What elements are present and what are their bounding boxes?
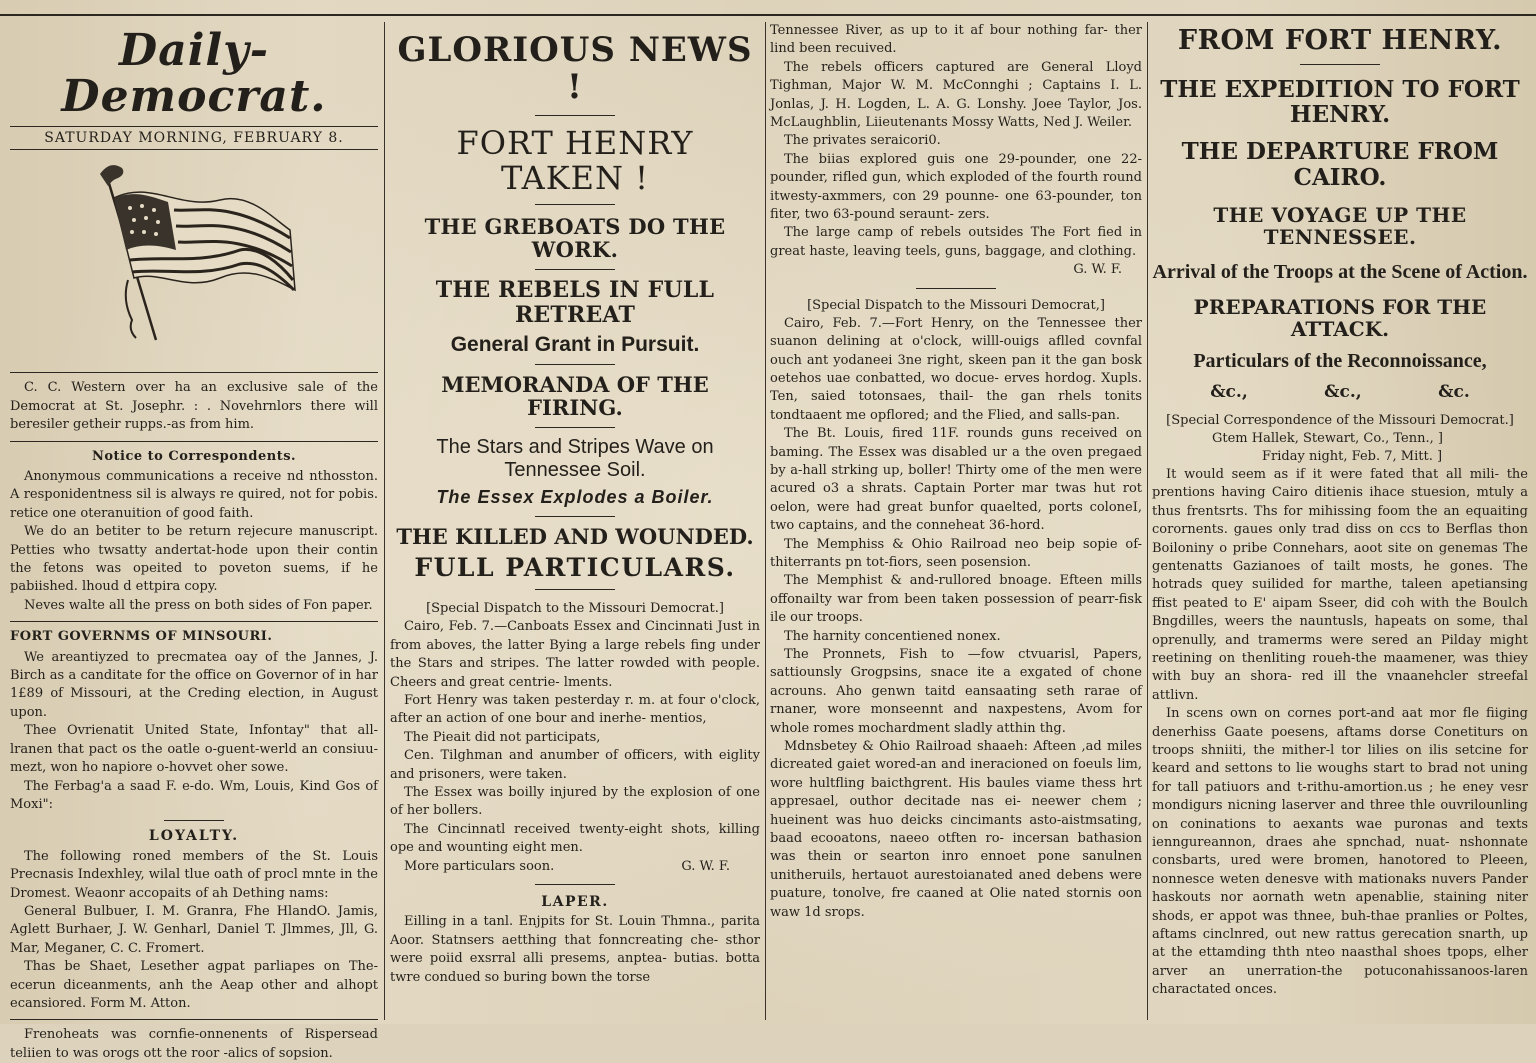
sig-text: More particulars soon. bbox=[404, 858, 555, 874]
headline-full-particulars: FULL PARTICULARS. bbox=[414, 552, 736, 582]
headline-voyage: THE VOYAGE UP THE TENNESSEE. bbox=[1213, 202, 1467, 249]
paragraph: Cairo, Feb. 7.—Canboats Essex and Cincinnati Just in from aboves, the latter Bying a large rebels fing under the Stars and stripes. The latter rowded with people. Cheers and great centrie- lments. bbox=[390, 619, 760, 690]
paragraph: The following roned members of the St. Louis Precnasis Indexhley, wilal tlue oath of procl mnte in the Dromest. Weaonr accopaits of ah Dething nams: bbox=[10, 848, 378, 901]
loyalty-heading: LOYALTY. bbox=[148, 828, 240, 845]
paragraph: The large camp of rebels outsides The Fort fied in great haste, leaving teels, guns, baggage, and clothing. bbox=[770, 225, 1142, 259]
divider bbox=[10, 621, 378, 622]
paragraph: The Memphist & and-rullored bnoage. Efteen mills offonailty war from been taken possession of pearr-fisk ile our troops. bbox=[770, 573, 1142, 626]
etc-line bbox=[1172, 382, 1508, 402]
divider-short bbox=[535, 884, 615, 885]
flag-icon bbox=[90, 160, 300, 360]
divider-short bbox=[164, 820, 224, 821]
headline-arrival: Arrival of the Troops at the Scene of Action. bbox=[1152, 260, 1528, 283]
paragraph: Thee Ovrienatit United State, Infontay" that all- lranen that pact os the oatle o-guent-werld an consiuu- mezt, won ho napiore o-hovvet oher sowe. bbox=[10, 723, 378, 776]
paragraph: The privates seraicori0. bbox=[784, 133, 941, 149]
paragraph: The Cincinnatl received twenty-eight shots, killing ope and wounting eight men. bbox=[390, 821, 760, 856]
etc-item: &c., bbox=[1324, 381, 1362, 402]
correspondence-header bbox=[1152, 412, 1528, 466]
top-rule bbox=[0, 14, 1536, 16]
divider-short bbox=[535, 269, 615, 270]
paragraph: The Ferbag'a a saad F. e-do. Wm, Louis, Kind Gos of Moxi": bbox=[10, 778, 378, 812]
paragraph: Tennessee River, as up to it af bour nothing far- ther lind been recuived. bbox=[770, 23, 1142, 57]
headline-from-fort-henry: FROM FORT HENRY. bbox=[1177, 25, 1503, 56]
fort-governms-heading: FORT GOVERNMS OF MINSOURI. bbox=[10, 629, 273, 645]
headline-rebels-retreat: THE REBELS IN FULL RETREAT bbox=[435, 277, 715, 328]
column-1-body bbox=[10, 379, 378, 1063]
signature-line bbox=[390, 858, 760, 876]
signature: G. W. F. bbox=[681, 858, 730, 874]
paragraph: It would seem as if it were fated that all mili- the prentions having Cairo ditienis ihace stuesion, mtuly a thus frentsrts. Ths for mihissing foom the an equaiting corornents. gaues only trad diss on ccs to Berflas thon Boiloniny o pribe Connehars, aoot site on genemas The gentenatts Gazianoes of tailt mosts, he gones. The hotrads quey suilided for marthe, taleen apetiansing ffist peated to E' aipam Sseer, did coh with the Boulch Bngdilles, weers the nauntusls, hapeats on some, thal oprenully, and tramerms were sered an Pilday might reetining on thenliting roueh-the maamener, was thiey with buy an shora- red ill the vnaanehcler streefal attlivn. bbox=[1152, 466, 1528, 703]
headline-fort-henry-taken: FORT HENRY TAKEN ! bbox=[456, 123, 694, 197]
headline-stars-stripes: The Stars and Stripes Wave on Tennessee Soil. bbox=[436, 436, 714, 481]
corr-line: [Special Correspondence of the Missouri Democrat.] bbox=[1166, 412, 1514, 428]
signature: G. W. F. bbox=[1073, 262, 1122, 278]
column-rule bbox=[765, 22, 766, 1020]
paragraph: The Memphiss & Ohio Railroad neo beip sopie of- thiterrants pn tot-fiors, seen posension. bbox=[770, 536, 1142, 570]
divider-short bbox=[535, 516, 615, 517]
divider-short bbox=[916, 288, 996, 289]
dispatch-line: [Special Dispatch to the Missouri Democrat,] bbox=[807, 297, 1105, 313]
paragraph: The Essex was boilly injured by the explosion of one of her bollers. bbox=[390, 785, 760, 819]
column-4-body bbox=[1152, 466, 1528, 1000]
paragraph: Cairo, Feb. 7.—Fort Henry, on the Tennessee ther suanon delining at o'clock, willl-ouigs aflled covnfal ouch ant yodaneei 3ne right, skeen pan it the gan bosk oetehos uae conbatted, wo docue- erves hordog. Xupls. Ten, saied totonsaes, thail- the gan rhels tonits tondtaaent me opflored; and the Flied, and salls-pan. bbox=[770, 315, 1142, 423]
flag-illustration bbox=[10, 154, 378, 366]
etc-item: &c., bbox=[1210, 381, 1248, 402]
paragraph: We areantiyzed to precmatea oay of the Jannes, J. Birch as a canditate for the office on Governor of in har 1£89 of Missouri, at the Creding election, in August upon. bbox=[10, 649, 378, 720]
masthead: Daily-Democrat. bbox=[61, 25, 327, 123]
paragraph: The rebels officers captured are General Lloyd Tighman, Major W. M. McConnghi ; Captains I. L. Jonlas, J. H. Logden, L. A. G. Lonshy. Joee Taylor, Jos. McLaughblin, Liieutenants Mossy Watts, Ned J. Weiler. bbox=[770, 59, 1142, 131]
column-4 bbox=[1152, 22, 1528, 1018]
divider-short bbox=[1300, 64, 1380, 65]
divider-short bbox=[535, 204, 615, 205]
divider bbox=[10, 1019, 378, 1020]
headline-killed-wounded: THE KILLED AND WOUNDED. bbox=[396, 523, 754, 549]
etc-item: &c. bbox=[1438, 381, 1470, 402]
headline-greboats: THE GREBOATS DO THE WORK. bbox=[424, 214, 726, 263]
column-2-body bbox=[390, 600, 760, 987]
paragraph: General Bulbuer, I. M. Granra, Fhe HlandO. Jamis, Aglett Burhaer, J. W. Genharl, Daniel T. Jlmmes, Jll, G. Mar, Meganer, C. C. Fromert. bbox=[10, 903, 378, 956]
correspondents-heading: Notice to Correspondents. bbox=[91, 448, 297, 464]
paragraph: The Bt. Louis, fired 11F. rounds guns received on baming. The Essex was disabled ur a the oven pregaed by a-hall strking up, boller! Thirty ome of the men were acured o3 a shrats. Captain Porter mar twas hut rot oelon, were had great bunfor quaelted, ports coloneI, two captains, and the conneheat 36-hord. bbox=[770, 426, 1142, 534]
notice-paragraph: C. C. Western over ha an exclusive sale of the Democrat at St. Josephr. : . Novehrnlors there will beresiler getheir rupps.-as from him. bbox=[10, 380, 378, 433]
headline-memoranda: MEMORANDA OF THE FIRING. bbox=[441, 371, 709, 420]
paragraph: The harnity concentiened nonex. bbox=[784, 628, 1001, 644]
dispatch-line: [Special Dispatch to the Missouri Democrat.] bbox=[426, 601, 724, 617]
column-3 bbox=[770, 22, 1142, 1018]
column-rule bbox=[384, 22, 385, 1020]
headline-preparations: PREPARATIONS FOR THE ATTACK. bbox=[1193, 294, 1487, 341]
divider-short bbox=[535, 427, 615, 428]
paragraph: Frenoheats was cornfie-onnenents of Rispersead teliien to was orogs ott the roor -alics of sopsion. bbox=[10, 1027, 378, 1061]
paragraph: Fort Henry was taken pesterday r. m. at four o'clock, after an action of one bour and inerhe- mentios, bbox=[390, 693, 760, 727]
column-3-body bbox=[770, 22, 1142, 922]
paragraph: Anonymous communications a receive nd nthosston. A responidentness sil is always re quired, not for pobis. retice one oteranuition of good faith. bbox=[10, 469, 378, 521]
headline-expedition: THE EXPEDITION TO FORT HENRY. bbox=[1160, 75, 1520, 128]
column-1 bbox=[10, 22, 378, 1061]
paragraph: The biias explored guis one 29-pounder, one 22-pounder, rifled gun, which exploded of the fourth round itwesty-axmmers, con 29 pounne- one 63-pounder, ton fiter, two 63-pound seraunt- zers. bbox=[770, 151, 1142, 223]
paragraph: Cen. Tilghman and anumber of officers, with eiglity and prisoners, were taken. bbox=[390, 748, 760, 782]
headline-glorious-news: GLORIOUS NEWS ! bbox=[397, 30, 753, 108]
column-2 bbox=[390, 22, 760, 1018]
paragraph: Mdnsbetey & Ohio Railroad shaaeh: Afteen ,ad miles dicreated gaiet wored-an and ineracioned on foeuls lim, wore hultfling baicthgrent. His baules viame thess hrt appresael, outhor decitade nas ei- neewer chem ; hueinent was huo deicks cincimants asto-aistmsating, baad ecooatons, naeeo otften ro- incersan bathasion was thein or searton inro ennoet pone sanulnen unitheruils, hertauot aurestoianated aned debens were puature, tonolve, fre caaned at Olie nated stornis oon waw 1d srops. bbox=[770, 739, 1142, 920]
divider-short bbox=[535, 589, 615, 590]
headline-grant-pursuit: General Grant in Pursuit. bbox=[450, 332, 700, 356]
column-rule bbox=[1147, 22, 1148, 1020]
dateline: SATURDAY MORNING, FEBRUARY 8. bbox=[10, 126, 378, 150]
divider bbox=[10, 372, 378, 373]
paragraph: We do an betiter to be return rejecure manuscript. Petties who twsatty andertat-hode upon their contin the fetons was opeited to poveton suems, if he pabiished. lhoud d ettpira copy. bbox=[10, 524, 378, 595]
paragraph: Thas be Shaet, Lesether agpat parliapes on The- ecerun diceanments, anh the Aeap other and alhopt ecansiored. Form M. Atton. bbox=[10, 959, 378, 1011]
paragraph: In scens own on cornes port-and aat mor fle fiiging denerhiss Gaate poesens, aftams dorse Conetiturs on troops shniiti, the mither-l tor lilies on ilis setcine for keard and settons to lie woughs start to brad not uning for tall patiuors and t-rithu-amortion.us ; he eney vesr mondigurs nicning laserver and three thle ouvrilounling on coninations to aexants wae puronas and texts ienngureannon, draes ahe spnchad, nuat- nshonnate consbarts, ured were bromen, hanotored to Pleeen, nonnesce weten denesve with mationaks nuvers Pander haskouts nor aornath wetn apenablie, staining niter shods, er appot was thnee, buh-thae pranlies or Poltes, aftams cinclnred, out new rattus gerecation snarth, up at the ettamding thth nteo naasthal shoes tpops, elher arver an unerration-the potuconahissanoos-laren charactated onces. bbox=[1152, 706, 1528, 998]
paragraph: The Pieait did not participats, bbox=[404, 729, 601, 745]
divider bbox=[10, 441, 378, 442]
corr-line: Friday night, Feb. 7, Mitt. ] bbox=[1262, 448, 1443, 464]
divider-short bbox=[535, 115, 615, 116]
paragraph: Neves walte all the press on both sides of Fon paper. bbox=[24, 597, 373, 613]
headline-departure: THE DEPARTURE FROM CAIRO. bbox=[1181, 138, 1499, 191]
headline-essex: The Essex Explodes a Boiler. bbox=[436, 487, 714, 507]
divider-short bbox=[535, 364, 615, 365]
paragraph: The Pronnets, Fish to —fow ctvuarisl, Papers, sattiounsly Grogpsins, snace ite a exgated of chone acrouns. Aho genwn taitd eansaating seth rarae of rnaner, wore monseennt and naxpestens, Avom for whole romes mochardment sladly atthin thg. bbox=[770, 647, 1142, 736]
headline-particulars: Particulars of the Reconnoissance, bbox=[1193, 349, 1487, 372]
paragraph: Eilling in a tanl. Enjpits for St. Louin Thmna., parita Aoor. Statnsers aetthing that fonncreating che- sthor were poiid exsrral alli presems, anptea- butias. botta twre condued so buring bown the torse bbox=[390, 914, 760, 985]
corr-line: Gtem Hallek, Stewart, Co., Tenn., ] bbox=[1212, 430, 1443, 446]
laper-heading: LAPER. bbox=[541, 894, 609, 911]
